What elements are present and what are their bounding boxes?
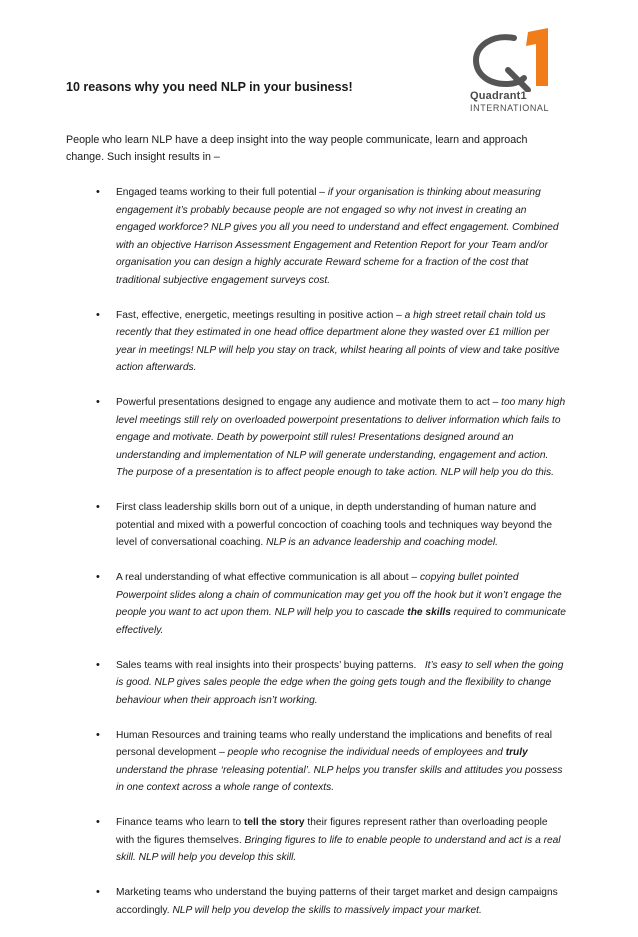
list-item: • Finance teams who learn to tell the story their figures represent rather than overloading people with the figures themselves. Bringing figures to life to enable people to understand and act is a real skill. NLP will help you develop this skill.	[66, 814, 566, 867]
list-item: • Human Resources and training teams who really understand the implications and benefits of real personal development – people who recognise the individual needs of employees and truly understand the phrase ‘releasing potential’. NLP helps you transfer skills and attitudes you possess in one context across a whole range of contexts.	[66, 727, 566, 797]
list-item: • Marketing teams who understand the buying patterns of their target market and design campaigns accordingly. NLP will help you develop the skills to massively impact your market.	[66, 884, 566, 919]
list-item: • Powerful presentations designed to engage any audience and motivate them to act – too many high level meetings still rely on overloaded powerpoint presentations to deliver information which fails to engage and motivate. Death by powerpoint still rules! Presentations designed around an understanding and implementation of NLP will generate understanding, engagement and action. The purpose of a presentation is to affect people enough to take action. NLP will help you do this.	[66, 394, 566, 482]
list-item: • A real understanding of what effective communication is all about – copying bullet pointed Powerpoint slides along a chain of communication may get you off the hook but it won’t engage the people you want to act upon them. NLP will help you to cascade the skills required to communicate effectively.	[66, 569, 566, 639]
list-item: • Sales teams with real insights into their prospects’ buying patterns. It’s easy to sell when the going is good. NLP gives sales people the edge when the going gets tough and the flexibility to change behaviour when their approach isn’t working.	[66, 657, 566, 710]
quadrant1-logo	[470, 28, 562, 113]
quadrant1-logo-mark	[470, 28, 562, 92]
page-title: 10 reasons why you need NLP in your business!	[66, 80, 353, 94]
logo-sub-text: INTERNATIONAL	[470, 103, 550, 113]
list-item: • First class leadership skills born out of a unique, in depth understanding of human nature and potential and mixed with a powerful concoction of coaching tools and techniques way beyond the level of conversational coaching. NLP is an advance leadership and coaching model.	[66, 499, 566, 552]
intro-paragraph: People who learn NLP have a deep insight into the way people communicate, learn and approach change. Such insight results in –	[66, 134, 528, 163]
list-item: • Fast, effective, energetic, meetings resulting in positive action – a high street retail chain told us recently that they estimated in one head office department alone they wasted over £1 million per year in meetings! NLP will help you stay on track, whilst hearing all points of view and take positive action afterwards.	[66, 307, 566, 377]
logo-brand-text: Quadrant1	[470, 90, 527, 102]
reasons-list	[66, 184, 566, 937]
list-item: • Engaged teams working to their full potential – if your organisation is thinking about measuring engagement it’s probably because people are not engaged so why not invest in creating an engaged workforce? NLP gives you all you need to understand and effect engagement. Combined with an objective Harrison Assessment Engagement and Retention Report for your Team and/or organisation you can design a highly accurate Reward scheme for a fraction of the cost that traditional subjective engagement surveys cost.	[66, 184, 566, 289]
